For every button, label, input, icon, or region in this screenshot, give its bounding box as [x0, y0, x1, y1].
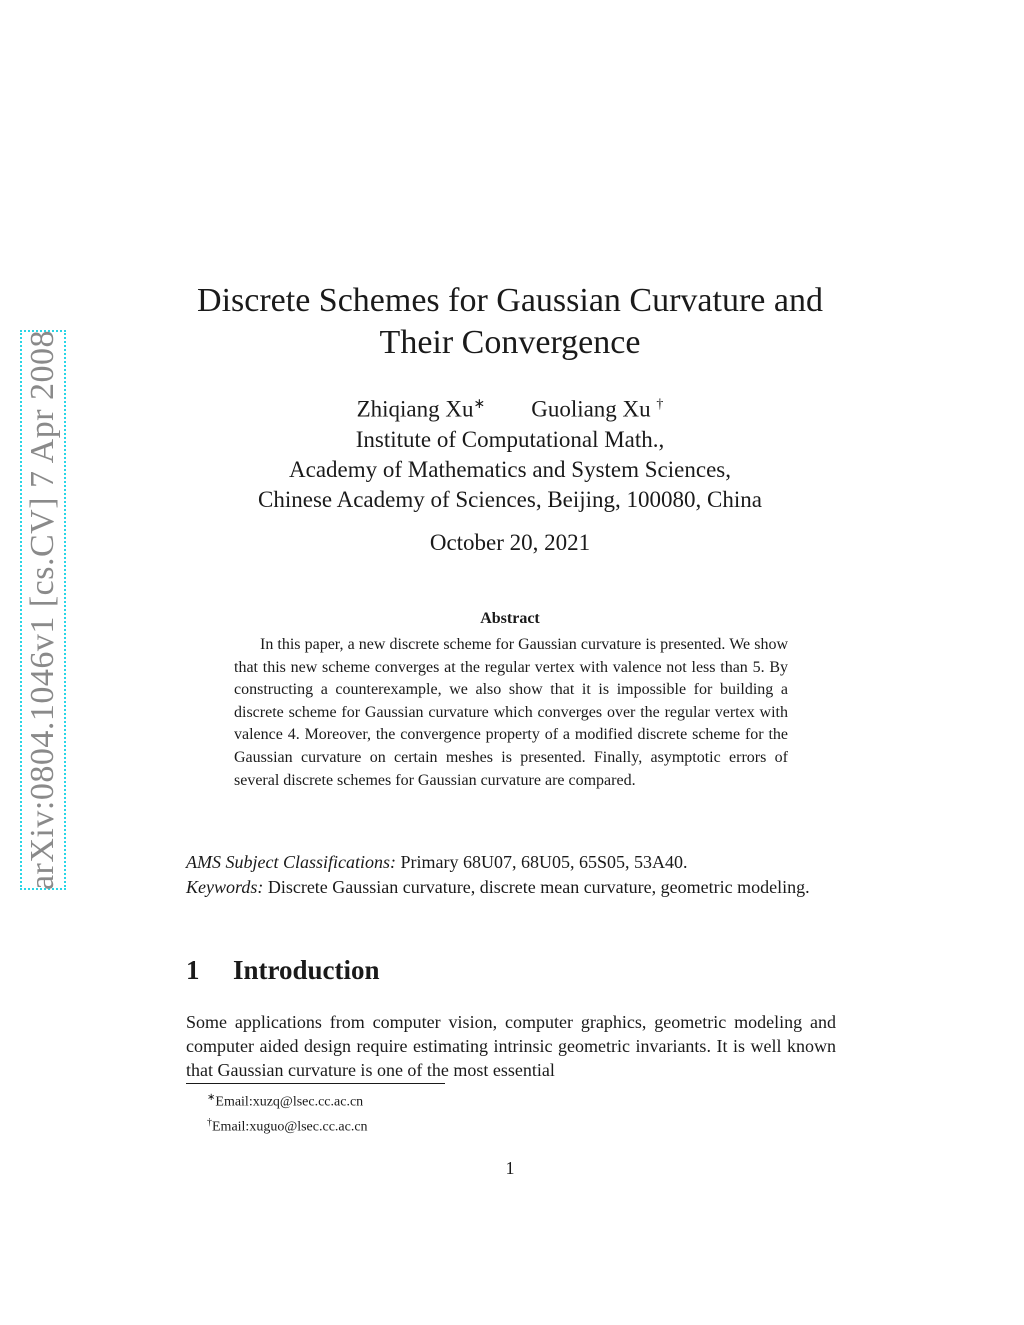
affiliation-line-1: Institute of Computational Math., — [355, 426, 665, 452]
abstract-heading: Abstract — [480, 610, 540, 627]
author-2-mark: † — [656, 397, 664, 412]
section-title: Introduction — [233, 955, 380, 985]
paper-date: October 20, 2021 — [429, 530, 591, 555]
author-1-mark: ∗ — [473, 397, 486, 412]
ams-value: Primary 68U07, 68U05, 65S05, 53A40. — [400, 852, 688, 872]
ams-line — [186, 850, 836, 875]
section-heading — [186, 955, 380, 986]
keywords-value: Discrete Gaussian curvature, discrete mean curvature, geometric modeling. — [267, 877, 810, 897]
affiliation-line-2: Academy of Mathematics and System Sciences, — [289, 456, 731, 482]
footnote-2-mark: † — [207, 1116, 212, 1128]
affiliation-line-3: Chinese Academy of Sciences, Beijing, 100080, China — [258, 486, 762, 512]
section-number: 1 — [186, 955, 200, 985]
intro-paragraph: Some applications from computer vision, computer graphics, geometric modeling and computer aided design require estimating intrinsic geometric invariants. It is well known that Gaussian curvature is one of the most essential — [186, 1012, 836, 1080]
footnote-rule — [186, 1083, 445, 1084]
arxiv-stamp — [20, 330, 66, 890]
title-line-1: Discrete Schemes for Gaussian Curvature and — [197, 282, 823, 319]
footnote-1 — [207, 1088, 707, 1113]
title-line-2: Their Convergence — [379, 324, 641, 361]
abstract-text: In this paper, a new discrete scheme for Gaussian curvature is presented. We show that this new scheme converges at the regular vertex with valence not less than 5. By constructing a counterexample, we also show that it is impossible for building a discrete scheme for Gaussian curvature which converges over the regular vertex with valence 4. Moreover, the convergence property of a modified discrete scheme for the Gaussian curvature on certain meshes is presented. Finally, asymptotic errors of several discrete schemes for Gaussian curvature are compared. — [234, 636, 788, 789]
footnote-1-text: Email:xuzq@lsec.cc.ac.cn — [215, 1094, 364, 1110]
keywords-label: Keywords: — [186, 877, 264, 897]
author-block — [150, 390, 870, 515]
footnote-2-text: Email:xuguo@lsec.cc.ac.cn — [212, 1119, 368, 1135]
footnote-2 — [207, 1113, 707, 1138]
paper-title — [150, 280, 870, 364]
keywords-line — [186, 875, 836, 900]
footnotes — [207, 1088, 707, 1137]
page-number: 1 — [505, 1158, 515, 1178]
arxiv-identifier: arXiv:0804.1046v1 [cs.CV] 7 Apr 2008 — [24, 329, 61, 891]
author-2: Guoliang Xu — [531, 396, 651, 422]
author-1: Zhiqiang Xu — [356, 396, 474, 422]
footnote-1-mark: ∗ — [207, 1092, 216, 1103]
author-names — [150, 390, 870, 425]
classification-block — [186, 850, 836, 900]
ams-label: AMS Subject Classifications: — [186, 852, 396, 872]
